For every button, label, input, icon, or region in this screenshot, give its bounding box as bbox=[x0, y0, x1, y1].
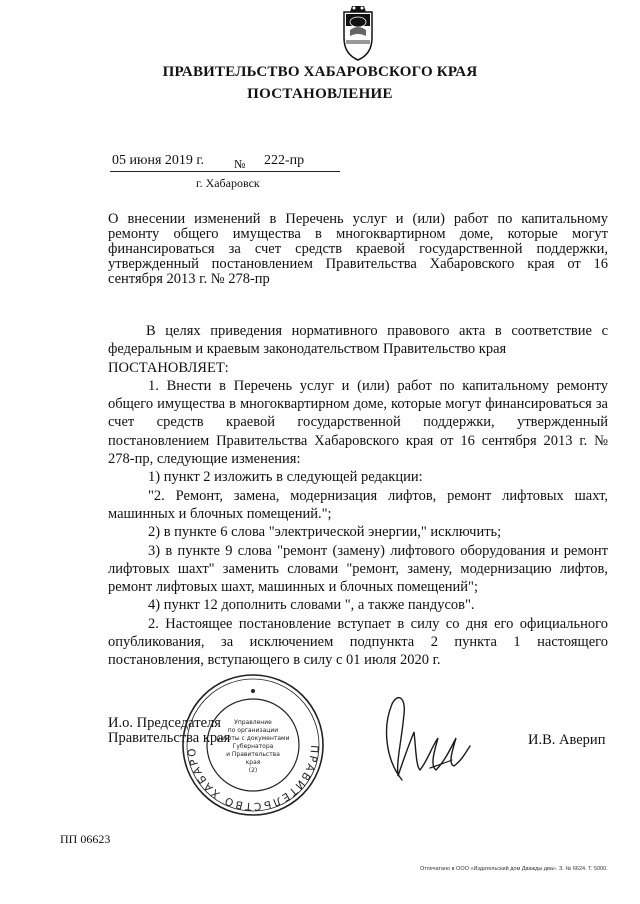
preamble-paragraph: В целях приведения нормативного правового акта в соответствие с федеральным и краевым законодательством Правительство края bbox=[108, 323, 608, 358]
registration-underline bbox=[110, 171, 340, 172]
seal-line-1: Управление bbox=[234, 719, 272, 726]
item-1-paragraph: 1. Внести в Перечень услуг и (или) работ по капитальному ремонту общего имущества в многоквартирном доме, которые могут финансироваться за счет средств краевой государственной поддержки, утвержденный постановлением Правительства Хабаровского края от 16 сентября 2013 г. № 278-пр, следующие изменения: bbox=[108, 377, 608, 468]
seal-line-4: Губернатора bbox=[232, 743, 274, 750]
registration-line bbox=[110, 153, 340, 173]
seal-line-5: и Правительства bbox=[226, 751, 280, 758]
number-sign: № bbox=[234, 157, 246, 171]
item-2-paragraph: 2. Настоящее постановление вступает в силу со дня его официального опубликования, за исключением подпункта 2 пункта 1 настоящего постановления, вступающего в силу с 01 июля 2020 г. bbox=[108, 615, 608, 669]
resolves-heading: ПОСТАНОВЛЯЕТ: bbox=[108, 359, 229, 376]
document-type: ПОСТАНОВЛЕНИЕ bbox=[247, 86, 393, 102]
subitem-4: 4) пункт 12 дополнить словами ", а также пандусов". bbox=[148, 597, 475, 614]
position-line-2: Правительства края bbox=[108, 730, 231, 746]
position-line-1: И.о. Председателя bbox=[108, 715, 221, 731]
signer-name: И.В. Аверип bbox=[528, 732, 606, 748]
seal-line-7: (2) bbox=[248, 767, 258, 774]
official-seal bbox=[180, 672, 326, 818]
printer-note: Отпечатано в ООО «Издательский дом Дважды два». З. № 6624. Т. 5000. bbox=[420, 866, 608, 872]
document-code: ПП 06623 bbox=[60, 832, 111, 846]
subitem-1-quote: "2. Ремонт, замена, модернизация лифтов, ремонт лифтовых шахт, машинных и блочных помещений."; bbox=[108, 487, 608, 522]
handwritten-signature bbox=[372, 680, 478, 788]
decree-subject: О внесении изменений в Перечень услуг и (или) работ по капитальному ремонту общего имущества в многоквартирном доме, которые могут финансироваться за счет средств краевой государственной поддержки, утвержденный постановлением Правительства Хабаровского края от 16 сентября 2013 г. № 278-пр bbox=[108, 211, 608, 287]
subitem-2: 2) в пункте 6 слова "электрической энергии," исключить; bbox=[148, 524, 502, 541]
seal-ring-text: ПРАВИТЕЛЬСТВО ХАБАРО bbox=[185, 744, 321, 813]
decree-number: 222-пр bbox=[264, 153, 305, 168]
decree-date: 05 июня 2019 г. bbox=[112, 153, 205, 168]
seal-line-2: по организации bbox=[227, 727, 279, 734]
subitem-3: 3) в пункте 9 слова "ремонт (замену) лифтового оборудования и ремонт лифтовых шахт" заменить словами "ремонт, замену, модернизацию лифтов, ремонт лифтовых шахт, машинных и блочных помещений"; bbox=[108, 542, 608, 596]
coat-of-arms-icon bbox=[336, 4, 380, 62]
subitem-1: 1) пункт 2 изложить в следующей редакции: bbox=[148, 469, 423, 486]
seal-line-6: края bbox=[245, 759, 261, 766]
decree-body bbox=[108, 322, 608, 670]
seal-line-3: работы с документами bbox=[216, 735, 290, 742]
government-name: ПРАВИТЕЛЬСТВО ХАБАРОВСКОГО КРАЯ bbox=[162, 64, 478, 80]
city-label: г. Хабаровск bbox=[196, 176, 260, 190]
